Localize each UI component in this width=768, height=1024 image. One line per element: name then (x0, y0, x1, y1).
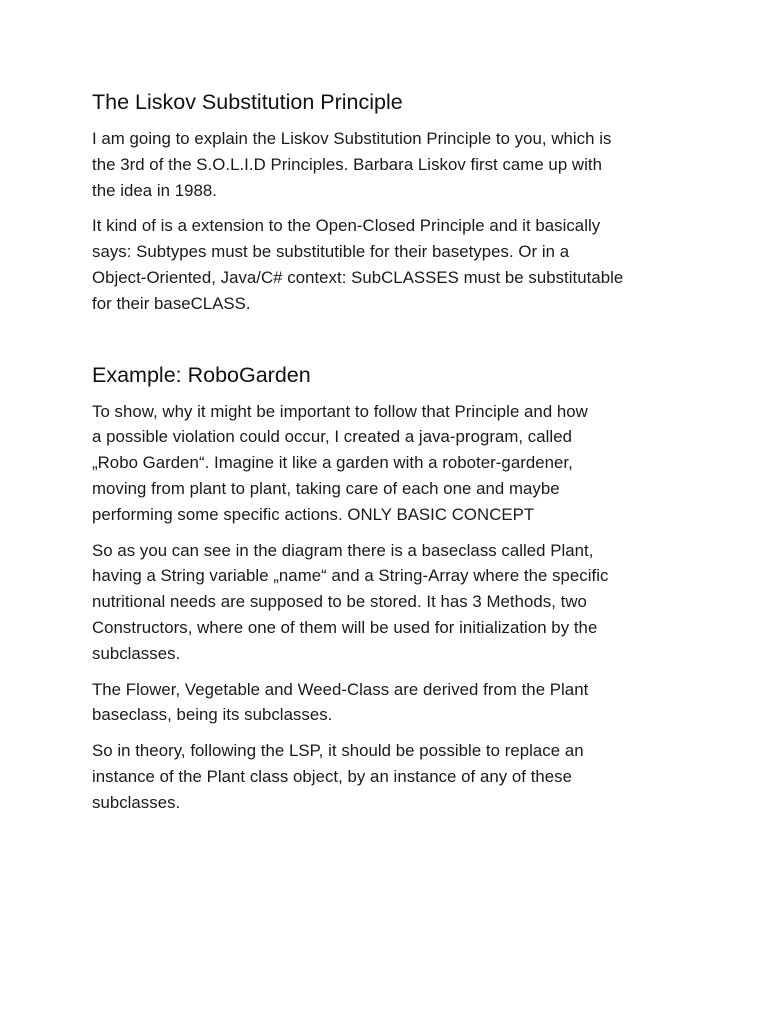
text-line: Object-Oriented, Java/C# context: SubCLASSES must be substitutable (92, 267, 624, 287)
section-heading-liskov: The Liskov Substitution Principle (92, 90, 403, 114)
text-line: It kind of is a extension to the Open-Closed Principle and it basically (92, 216, 601, 236)
text-line: subclasses. (92, 643, 181, 663)
text-line: a possible violation could occur, I created a java-program, called (92, 427, 572, 447)
section-heading-example: Example: RoboGarden (92, 362, 311, 387)
document-page (92, 88, 692, 826)
text-line: „Robo Garden“. Imagine it like a garden with a roboter-gardener, (92, 453, 573, 473)
paragraph-baseclass (92, 538, 692, 667)
paragraph-intro (92, 126, 692, 203)
paragraph-subclasses (92, 677, 692, 729)
text-line: So as you can see in the diagram there is a baseclass called Plant, (92, 540, 594, 560)
paragraph-definition (92, 213, 692, 316)
text-line: I am going to explain the Liskov Substitution Principle to you, which is (92, 129, 612, 148)
text-line: Constructors, where one of them will be used for initialization by the (92, 617, 598, 637)
paragraph-example-intro (92, 399, 692, 528)
text-line: performing some specific actions. ONLY BASIC CONCEPT (92, 504, 535, 524)
text-line: the idea in 1988. (92, 180, 217, 200)
paragraph-lsp-theory (92, 738, 692, 815)
text-line: having a String variable „name“ and a String-Array where the specific (92, 566, 609, 586)
text-line: baseclass, being its subclasses. (92, 705, 333, 725)
text-line: moving from plant to plant, taking care of each one and maybe (92, 478, 560, 498)
text-line: instance of the Plant class object, by an instance of any of these (92, 766, 572, 786)
text-line: for their baseCLASS. (92, 293, 251, 313)
text-line: nutritional needs are supposed to be stored. It has 3 Methods, two (92, 592, 587, 612)
text-line: To show, why it might be important to follow that Principle and how (92, 401, 588, 421)
text-line: says: Subtypes must be substitutible for their basetypes. Or in a (92, 242, 570, 262)
text-line: So in theory, following the LSP, it should be possible to replace an (92, 741, 584, 761)
text-line: subclasses. (92, 792, 181, 812)
text-line: The Flower, Vegetable and Weed-Class are derived from the Plant (92, 679, 589, 699)
text-line: the 3rd of the S.O.L.I.D Principles. Barbara Liskov first came up with (92, 154, 602, 174)
